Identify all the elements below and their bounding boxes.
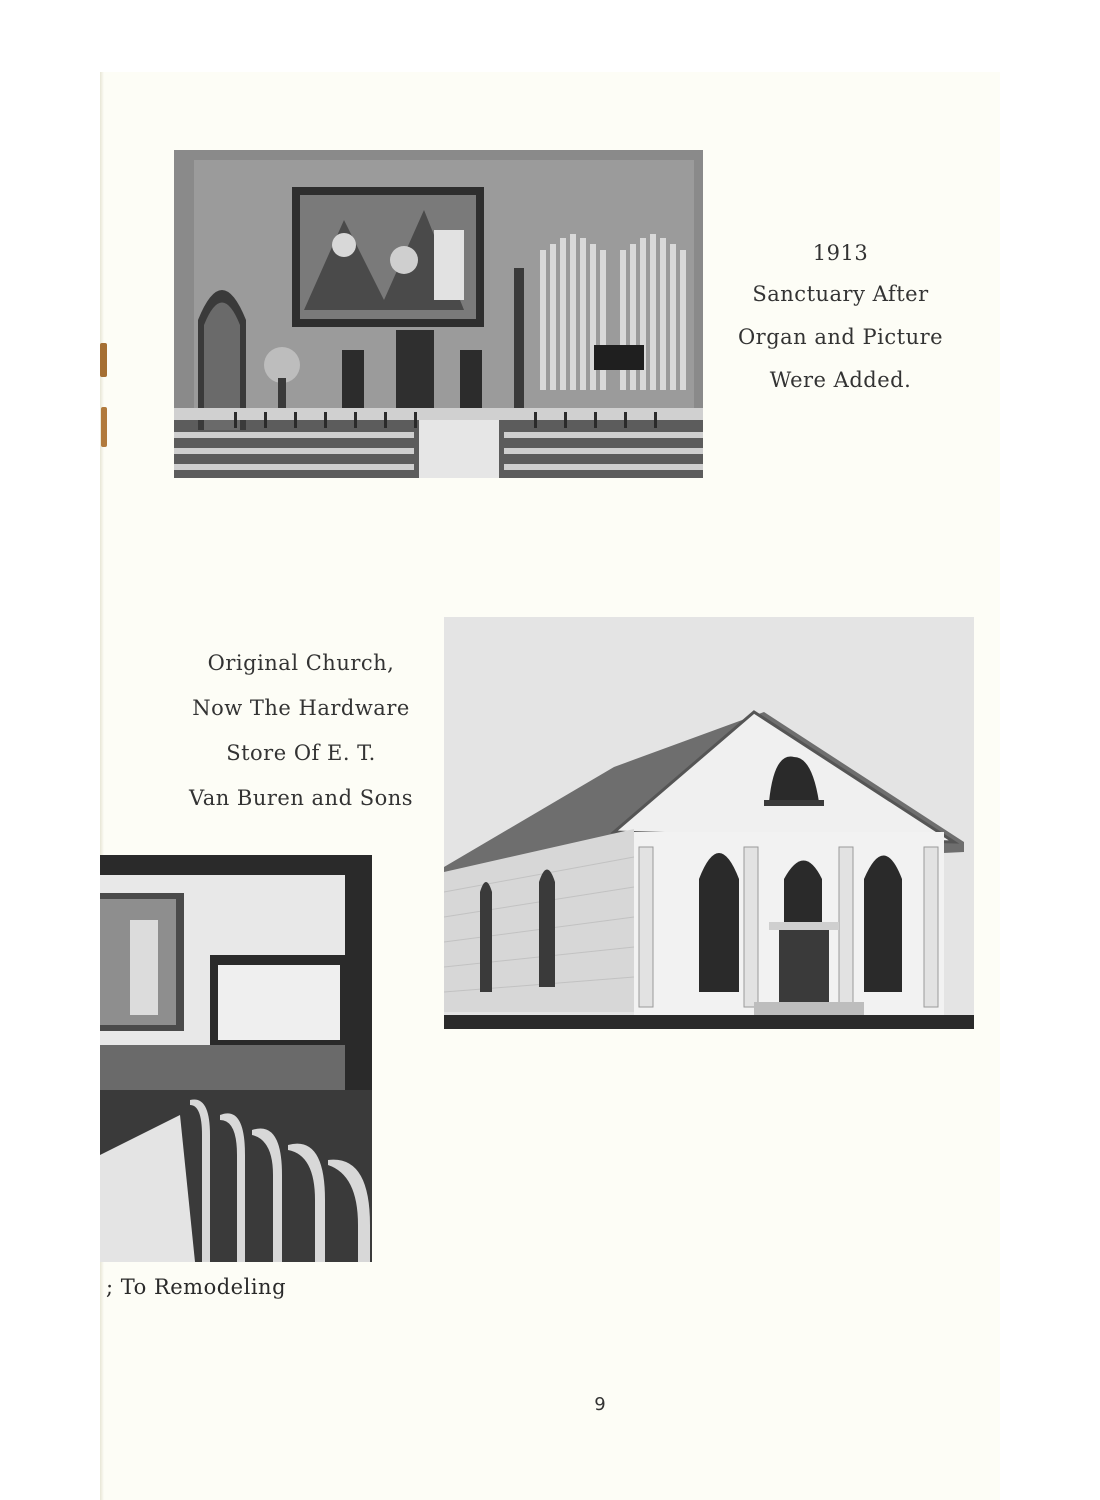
staple-top bbox=[100, 343, 107, 377]
photo-interior-remodeling bbox=[100, 855, 372, 1262]
page-binding bbox=[100, 72, 104, 1500]
caption-line: Were Added. bbox=[769, 368, 912, 392]
caption-line: Now The Hardware bbox=[192, 696, 410, 720]
caption-remodeling: ; To Remodeling bbox=[106, 1275, 287, 1299]
sanctuary-illustration bbox=[174, 150, 703, 478]
caption-line: Organ and Picture bbox=[737, 325, 944, 349]
photo-original-church bbox=[444, 617, 974, 1029]
caption-line: Van Buren and Sons bbox=[188, 786, 414, 810]
caption-line: Sanctuary After bbox=[752, 282, 929, 306]
caption-line: Original Church, bbox=[207, 651, 395, 675]
remodel-illustration bbox=[100, 855, 372, 1262]
staple-middle bbox=[101, 407, 107, 447]
caption-line: Store Of E. T. bbox=[226, 741, 376, 765]
caption-year: 1913 bbox=[812, 241, 869, 265]
church-illustration bbox=[444, 617, 974, 1029]
caption-original-church bbox=[170, 641, 432, 821]
caption-sanctuary-1913 bbox=[728, 232, 953, 402]
photo-sanctuary-1913 bbox=[174, 150, 703, 478]
page-number: 9 bbox=[594, 1394, 606, 1415]
